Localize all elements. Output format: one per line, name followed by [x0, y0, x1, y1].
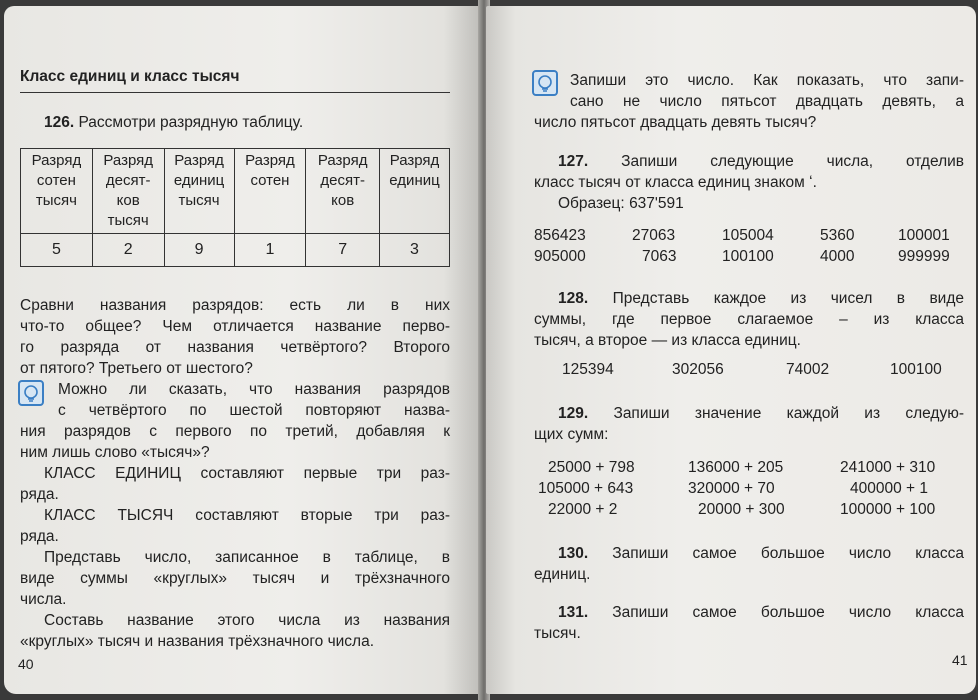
sum-item: 105000 + 643 [538, 480, 634, 497]
intro-question-cont: число пятьсот двадцать девять тысяч? [534, 114, 817, 131]
rule-class-thousands: КЛАСС ТЫСЯЧ составляют вторые три раз- [44, 507, 450, 524]
page-number-right: 41 [952, 652, 968, 668]
sum-item: 22000 + 2 [548, 501, 618, 518]
rule-class-units: КЛАСС ЕДИНИЦ составляют первые три раз- [44, 465, 451, 482]
number-item: 74002 [786, 361, 830, 378]
exercise-131-cont: тысяч. [534, 625, 581, 642]
number-item: 27063 [632, 227, 676, 244]
header-hundreds: Разряд сотен [234, 149, 306, 234]
exercise-128-cont: суммы, где первое слагаемое – из класса тысяч, а второе — из класса единиц. [534, 311, 964, 349]
header-units: Разряд единиц [380, 149, 450, 234]
right-page [486, 6, 976, 694]
number-item: 100001 [898, 227, 950, 244]
exercise-130-cont: единиц. [534, 566, 591, 583]
number-item: 999999 [898, 248, 950, 265]
exercise-129-cont: щих сумм: [534, 426, 609, 443]
think-icon [532, 70, 558, 96]
header-tens: Разряд десят- ков [306, 149, 380, 234]
number-item: 905000 [534, 248, 586, 265]
paragraph-question: Можно ли сказать, что названия разрядов [58, 381, 450, 398]
paragraph-represent-cont: виде суммы «круглых» тысяч и трёхзначного числа. [20, 570, 450, 608]
sum-item: 241000 + 310 [840, 459, 936, 476]
section-heading: Класс единиц и класс тысяч [20, 68, 240, 85]
sum-item: 25000 + 798 [548, 459, 635, 476]
page-number-left: 40 [18, 656, 34, 672]
header-tens-thousands: Разряд десят- ков тысяч [92, 149, 164, 234]
paragraph-represent: Представь число, записанное в таблице, в [44, 549, 450, 566]
exercise-128: 128. Представь каждое из чисел в виде [558, 290, 965, 307]
table-cell: 7 [306, 234, 380, 267]
exercise-129: 129. Запиши значение каждой из следую- [558, 405, 965, 422]
number-item: 125394 [562, 361, 614, 378]
sum-item: 400000 + 1 [850, 480, 929, 497]
rank-table-value-row [21, 234, 450, 267]
paragraph-compare: Сравни названия разрядов: есть ли в них что-то общее? Чем отличается название перво- го разряда от названия четвёртого? Второго от пятого? Третьего от шестого? [20, 297, 450, 377]
rank-table [20, 148, 450, 267]
paragraph-compose-cont: «круглых» тысяч и названия трёхзначного числа. [20, 633, 375, 650]
exercise-126-title: 126. Рассмотри разрядную таблицу. [44, 114, 304, 131]
sum-item: 320000 + 70 [688, 480, 775, 497]
paragraph-question-cont: с четвёртого по шестой повторяют назва- ния разрядов с первого по третий, добавляя к ним лишь слово «тысяч»? [20, 402, 450, 461]
exercise-131: 131. Запиши самое большое число класса [558, 604, 965, 621]
number-item: 302056 [672, 361, 724, 378]
number-item: 4000 [820, 248, 855, 265]
header-hundreds-thousands: Разряд сотен тысяч [21, 149, 93, 234]
intro-question: Запиши это число. Как показать, что запи- сано не число пятьсот двадцать девять, а [570, 72, 964, 110]
number-item: 100100 [722, 248, 774, 265]
table-cell: 3 [380, 234, 450, 267]
number-item: 5360 [820, 227, 855, 244]
left-page [4, 6, 482, 694]
number-item: 105004 [722, 227, 774, 244]
header-units-thousands: Разряд единиц тысяч [164, 149, 234, 234]
table-cell: 2 [92, 234, 164, 267]
exercise-127-sample: Образец: 637ʹ591 [558, 195, 684, 212]
sum-item: 136000 + 205 [688, 459, 784, 476]
table-cell: 5 [21, 234, 93, 267]
rule-class-units-cont: ряда. [20, 486, 59, 503]
rank-table-header-row [21, 149, 450, 234]
paragraph-compose: Составь название этого числа из названия [44, 612, 450, 629]
table-cell: 9 [164, 234, 234, 267]
number-item: 100100 [890, 361, 942, 378]
heading-rule [20, 92, 450, 93]
exercise-130: 130. Запиши самое большое число класса [558, 545, 965, 562]
sum-item: 20000 + 300 [698, 501, 785, 518]
sum-item: 100000 + 100 [840, 501, 936, 518]
number-item: 7063 [642, 248, 677, 265]
exercise-127: 127. Запиши следующие числа, отделив [558, 153, 964, 170]
exercise-127-cont: класс тысяч от класса единиц знаком ʻ. [534, 174, 817, 191]
number-item: 856423 [534, 227, 586, 244]
rule-class-thousands-cont: ряда. [20, 528, 59, 545]
table-cell: 1 [234, 234, 306, 267]
